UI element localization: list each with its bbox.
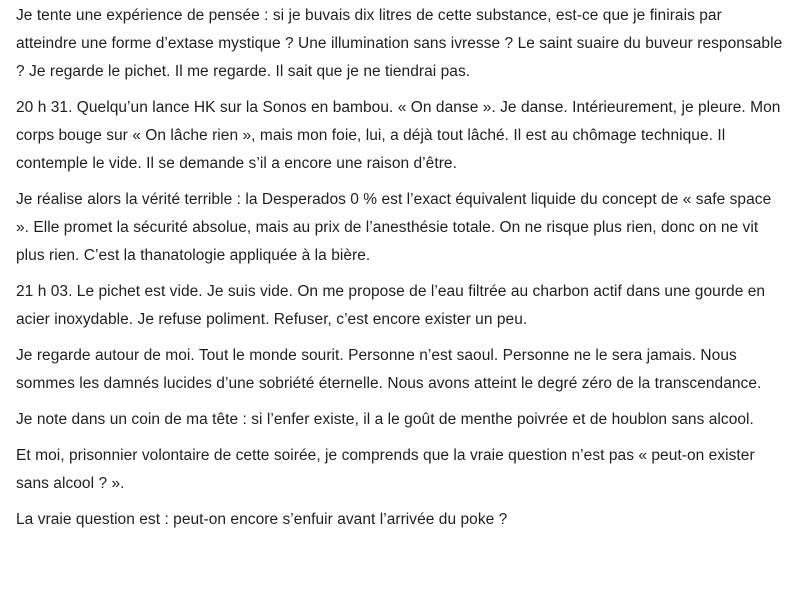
paragraph-3: Je réalise alors la vérité terrible : la Desperados 0 % est l’exact équivalent liquide du concept de « safe space ». Elle promet la sécurité absolue, mais au prix de l’anesthésie totale. On ne risque plus rien, donc on ne vit plus rien. C’est la thanatologie appliquée à la bière. (16, 191, 772, 264)
paragraph-4: 21 h 03. Le pichet est vide. Je suis vide. On me propose de l’eau filtrée au charbon actif dans une gourde en acier inoxydable. Je refuse poliment. Refuser, c’est encore exister un peu. (16, 283, 766, 328)
paragraph-7: Et moi, prisonnier volontaire de cette soirée, je comprends que la vraie question n’est pas « peut-on exister sans alcool ? ». (16, 447, 755, 492)
paragraph-1: Je tente une expérience de pensée : si je buvais dix litres de cette substance, est-ce que je finirais par atteindre une forme d’extase mystique ? Une illumination sans ivresse ? Le saint suaire du buveur responsable ? Je regarde le pichet. Il me regarde. Il sait que je ne tiendrai pas. (16, 7, 783, 80)
paragraph-2: 20 h 31. Quelqu’un lance HK sur la Sonos en bambou. « On danse ». Je danse. Intérieurement, je pleure. Mon corps bouge sur « On lâche rien », mais mon foie, lui, a déjà tout lâché. Il est au chômage technique. Il contemple le vide. Il se demande s’il a encore une raison d’être. (16, 99, 781, 172)
paragraph-6: Je note dans un coin de ma tête : si l’enfer existe, il a le goût de menthe poivrée et de houblon sans alcool. (16, 411, 754, 428)
paragraph-8: La vraie question est : peut-on encore s’enfuir avant l’arrivée du poke ? (16, 511, 508, 528)
paragraph-5: Je regarde autour de moi. Tout le monde sourit. Personne n’est saoul. Personne ne le sera jamais. Nous sommes les damnés lucides d’une sobriété éternelle. Nous avons atteint le degré zéro de la transcendance. (16, 347, 762, 392)
document-body (16, 2, 786, 542)
